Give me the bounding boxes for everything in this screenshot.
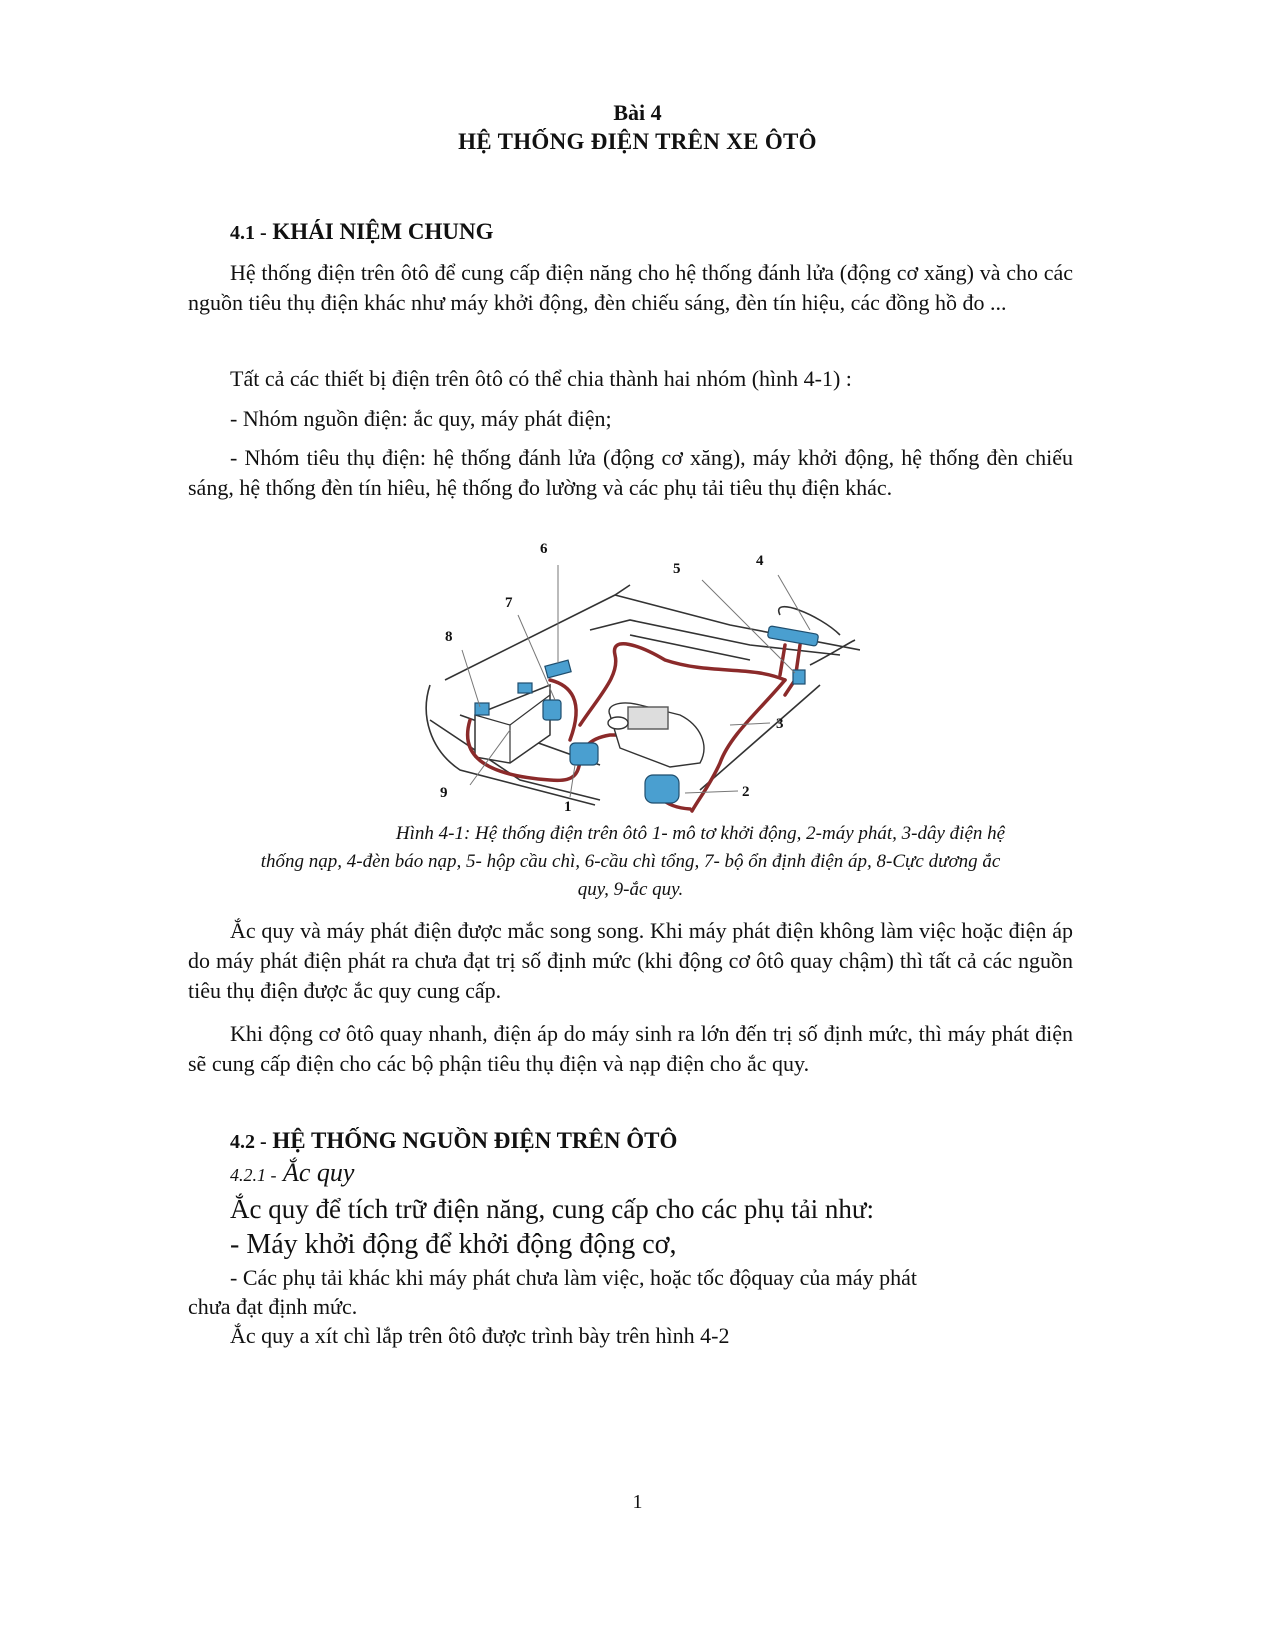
paragraph-text: Ắc quy và máy phát điện được mắc song song. Khi máy phát điện không làm việc hoặc điện áp do máy phát điện phát ra chưa đạt trị số định mức (khi động cơ ôtô quay chậm) thì tất cả các nguồn tiêu thụ điện được ắc quy cung cấp. xyxy=(188,918,1073,1003)
battery-load-starter: - Máy khởi động để khởi động động cơ, xyxy=(230,1229,677,1260)
paragraph-text: Tất cả các thiết bị điện trên ôtô có thể chia thành hai nhóm (hình 4-1) : xyxy=(230,366,852,391)
label-3: 3 xyxy=(776,716,784,732)
battery-positive-terminal xyxy=(475,703,489,715)
subsection-number: 4.2.1 - xyxy=(230,1165,277,1185)
paragraph-high-speed xyxy=(188,1019,1073,1079)
starter-motor xyxy=(570,743,598,765)
caption-line: Hình 4-1: Hệ thống điện trên ôtô 1- mô tơ khởi động, 2-máy phát, 3-dây điện hệ xyxy=(395,823,1006,844)
section-heading-4-2 xyxy=(188,1126,1073,1157)
section-heading-4-1 xyxy=(230,218,493,247)
paragraph-text: Khi động cơ ôtô quay nhanh, điện áp do máy sinh ra lớn đến trị số định mức, thì máy phát điện sẽ cung cấp điện cho các bộ phận tiêu thụ điện và nạp điện cho ắc quy. xyxy=(188,1021,1073,1076)
voltage-regulator xyxy=(543,700,561,720)
battery-load-others: - Các phụ tải khác khi máy phát chưa làm việc, hoặc tốc độquay của máy phát xyxy=(230,1265,917,1290)
label-8: 8 xyxy=(445,629,453,645)
figure-caption xyxy=(188,820,1073,904)
caption-line: thống nạp, 4-đèn báo nạp, 5- hộp cầu chì, 6-cầu chì tổng, 7- bộ ổn định điện áp, 8-Cực dương ắc xyxy=(260,851,1001,872)
paragraph-groups xyxy=(188,364,1073,394)
paragraph-text: - Nhóm nguồn điện: ắc quy, máy phát điện; xyxy=(230,406,612,431)
paragraph-text: - Nhóm tiêu thụ điện: hệ thống đánh lửa (động cơ xăng), máy khởi động, hệ thống đèn chiếu sáng, hệ thống đèn tín hiêu, hệ thống đo lường và các phụ tải tiêu thụ điện khác. xyxy=(188,445,1073,500)
section-number: 4.2 - xyxy=(230,1131,267,1153)
list-item-consumers xyxy=(188,443,1073,503)
label-6: 6 xyxy=(540,541,548,557)
paragraph-intro xyxy=(188,258,1073,318)
battery-figure-reference: Ắc quy a xít chì lắp trên ôtô được trình bày trên hình 4-2 xyxy=(230,1323,730,1348)
section-title: KHÁI NIỆM CHUNG xyxy=(272,219,494,244)
section-4-2 xyxy=(188,1126,1073,1350)
subsection-heading-4-2-1 xyxy=(188,1157,1073,1191)
label-9: 9 xyxy=(440,785,448,801)
label-5: 5 xyxy=(673,561,681,577)
caption-line: quy, 9-ắc quy. xyxy=(577,879,684,900)
section-number: 4.1 - xyxy=(230,222,267,244)
alternator xyxy=(645,775,679,803)
battery xyxy=(475,685,550,763)
connector xyxy=(518,683,532,693)
list-item-power-sources xyxy=(188,404,1073,434)
page-number: 1 xyxy=(632,1491,643,1513)
car-body-outline xyxy=(426,585,860,805)
section-title: HỆ THỐNG NGUỒN ĐIỆN TRÊN ÔTÔ xyxy=(272,1128,678,1153)
charge-warning-lamp xyxy=(767,626,818,647)
figure-car-electrical-system xyxy=(400,535,860,815)
page-title: HỆ THỐNG ĐIỆN TRÊN XE ÔTÔ xyxy=(458,129,817,154)
label-2: 2 xyxy=(742,784,750,800)
paragraph-parallel xyxy=(188,916,1073,1006)
label-7: 7 xyxy=(505,595,513,611)
battery-purpose-line: Ắc quy để tích trữ điện năng, cung cấp cho các phụ tải như: xyxy=(230,1194,875,1224)
engine-block xyxy=(608,703,704,767)
paragraph-text: Hệ thống điện trên ôtô để cung cấp điện năng cho hệ thống đánh lửa (động cơ xăng) và cho các nguồn tiêu thụ điện khác như máy khởi động, đèn chiếu sáng, đèn tín hiệu, các đồng hồ đo ... xyxy=(188,260,1073,315)
subsection-title: Ắc quy xyxy=(283,1158,355,1187)
label-4: 4 xyxy=(756,553,764,569)
label-1: 1 xyxy=(564,799,572,815)
battery-load-others-cont: chưa đạt định mức. xyxy=(188,1294,358,1319)
lesson-number: Bài 4 xyxy=(613,100,662,125)
